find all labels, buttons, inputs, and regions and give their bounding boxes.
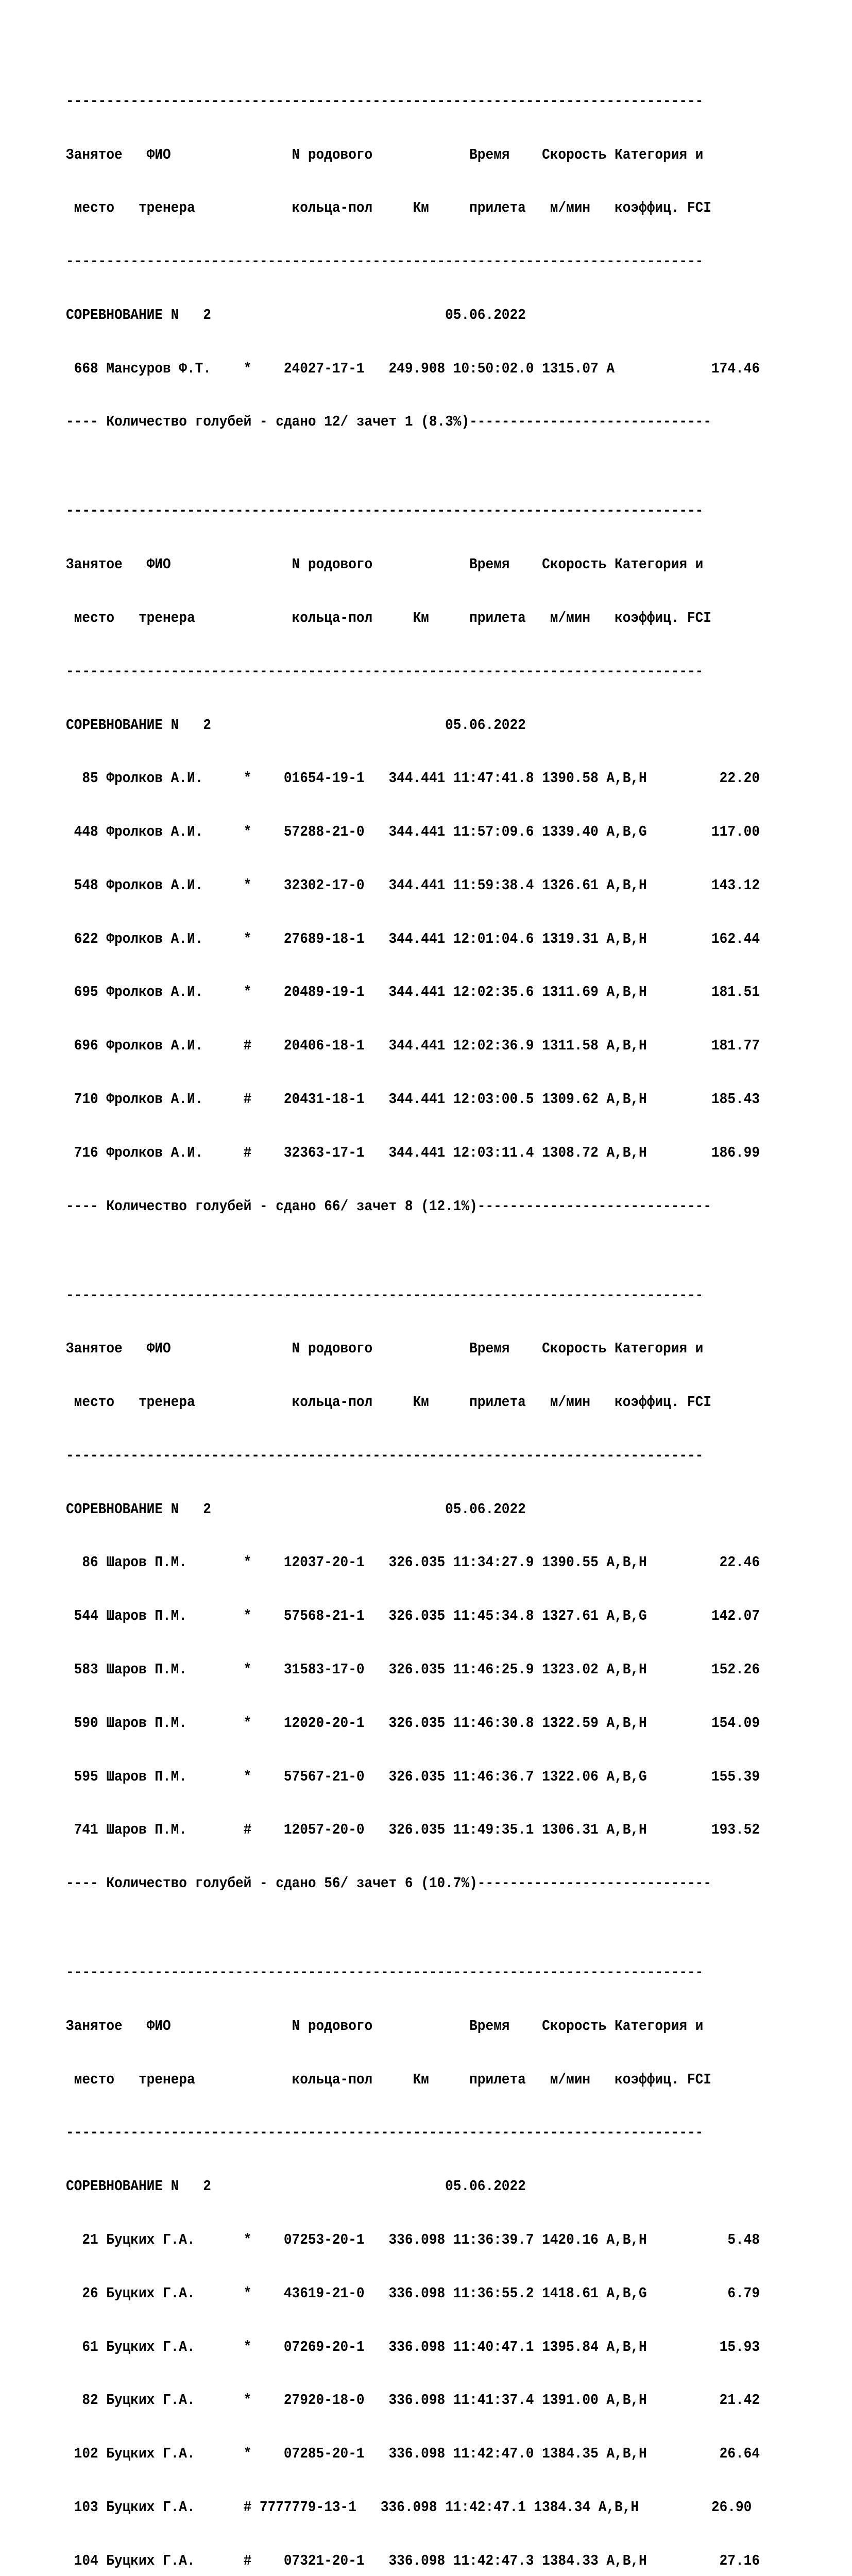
competition-title: СОРЕВНОВАНИЕ N 2 05.06.2022 bbox=[66, 1500, 526, 1518]
result-row: 26 Буцких Г.А. * 43619-21-0 336.098 11:36:55.2 1418.61 A,B,G 6.79 bbox=[66, 2284, 760, 2302]
separator-line: ------------------------------------------------------------------------------- bbox=[66, 2124, 704, 2142]
result-row: 548 Фролков А.И. * 32302-17-0 344.441 11:59:38.4 1326.61 A,B,H 143.12 bbox=[66, 876, 760, 894]
result-row: 86 Шаров П.М. * 12037-20-1 326.035 11:34:27.9 1390.55 A,B,H 22.46 bbox=[66, 1554, 760, 1571]
separator-line: ------------------------------------------------------------------------------- bbox=[66, 92, 704, 110]
result-row: 590 Шаров П.М. * 12020-20-1 326.035 11:46:30.8 1322.59 A,B,H 154.09 bbox=[66, 1714, 760, 1732]
result-row: 716 Фролков А.И. # 32363-17-1 344.441 12:03:11.4 1308.72 A,B,H 186.99 bbox=[66, 1144, 760, 1161]
results-report bbox=[66, 39, 759, 2576]
column-header-line-1: Занятое ФИО N родового Время Скорость Категория и bbox=[66, 2017, 704, 2035]
result-row: 544 Шаров П.М. * 57568-21-1 326.035 11:45:34.8 1327.61 A,B,G 142.07 bbox=[66, 1607, 760, 1625]
separator-line: ------------------------------------------------------------------------------- bbox=[66, 502, 704, 520]
separator-line: ------------------------------------------------------------------------------- bbox=[66, 1286, 704, 1304]
result-row: 668 Мансуров Ф.Т. * 24027-17-1 249.908 10:50:02.0 1315.07 A 174.46 bbox=[66, 360, 760, 377]
column-header-line-1: Занятое ФИО N родового Время Скорость Категория и bbox=[66, 146, 704, 163]
result-row: 696 Фролков А.И. # 20406-18-1 344.441 12:02:36.9 1311.58 A,B,H 181.77 bbox=[66, 1037, 760, 1055]
result-row: 710 Фролков А.И. # 20431-18-1 344.441 12:03:00.5 1309.62 A,B,H 185.43 bbox=[66, 1091, 760, 1108]
separator-line: ------------------------------------------------------------------------------- bbox=[66, 1447, 704, 1464]
column-header-line-2: место тренера кольца-пол Км прилета м/мин коэффиц. FCI bbox=[66, 609, 712, 626]
column-header-line-1: Занятое ФИО N родового Время Скорость Категория и bbox=[66, 1340, 704, 1358]
separator-line: ------------------------------------------------------------------------------- bbox=[66, 663, 704, 680]
column-header-line-1: Занятое ФИО N родового Время Скорость Категория и bbox=[66, 556, 704, 573]
separator-line: ------------------------------------------------------------------------------- bbox=[66, 1964, 704, 1981]
result-row: 104 Буцких Г.А. # 07321-20-1 336.098 11:42:47.3 1384.33 A,B,H 27.16 bbox=[66, 2552, 760, 2569]
separator-line: ------------------------------------------------------------------------------- bbox=[66, 253, 704, 270]
result-row: 741 Шаров П.М. # 12057-20-0 326.035 11:49:35.1 1306.31 A,B,H 193.52 bbox=[66, 1821, 760, 1839]
result-row: 695 Фролков А.И. * 20489-19-1 344.441 12:02:35.6 1311.69 A,B,H 181.51 bbox=[66, 984, 760, 1001]
column-header-line-2: место тренера кольца-пол Км прилета м/мин коэффиц. FCI bbox=[66, 1394, 712, 1411]
section-summary: ---- Количество голубей - сдано 56/ зачет 6 (10.7%)----------------------------- bbox=[66, 1875, 712, 1892]
section-summary: ---- Количество голубей - сдано 66/ зачет 8 (12.1%)----------------------------- bbox=[66, 1197, 712, 1215]
column-header-line-2: место тренера кольца-пол Км прилета м/мин коэффиц. FCI bbox=[66, 199, 712, 217]
result-row: 583 Шаров П.М. * 31583-17-0 326.035 11:46:25.9 1323.02 A,B,H 152.26 bbox=[66, 1661, 760, 1679]
column-header-line-2: место тренера кольца-пол Км прилета м/мин коэффиц. FCI bbox=[66, 2071, 712, 2088]
result-row: 85 Фролков А.И. * 01654-19-1 344.441 11:47:41.8 1390.58 A,B,H 22.20 bbox=[66, 770, 760, 787]
result-row: 102 Буцких Г.А. * 07285-20-1 336.098 11:42:47.0 1384.35 A,B,H 26.64 bbox=[66, 2445, 760, 2463]
section-summary: ---- Количество голубей - сдано 12/ зачет 1 (8.3%)------------------------------ bbox=[66, 413, 712, 431]
competition-title: СОРЕВНОВАНИЕ N 2 05.06.2022 bbox=[66, 306, 526, 324]
competition-title: СОРЕВНОВАНИЕ N 2 05.06.2022 bbox=[66, 716, 526, 734]
result-row: 622 Фролков А.И. * 27689-18-1 344.441 12:01:04.6 1319.31 A,B,H 162.44 bbox=[66, 930, 760, 947]
result-row: 448 Фролков А.И. * 57288-21-0 344.441 11:57:09.6 1339.40 A,B,G 117.00 bbox=[66, 823, 760, 841]
result-row: 61 Буцких Г.А. * 07269-20-1 336.098 11:40:47.1 1395.84 A,B,H 15.93 bbox=[66, 2338, 760, 2355]
result-row: 103 Буцких Г.А. # 7777779-13-1 336.098 11:42:47.1 1384.34 A,B,H 26.90 bbox=[66, 2498, 752, 2516]
competition-title: СОРЕВНОВАНИЕ N 2 05.06.2022 bbox=[66, 2178, 526, 2195]
result-row: 82 Буцких Г.А. * 27920-18-0 336.098 11:41:37.4 1391.00 A,B,H 21.42 bbox=[66, 2392, 760, 2409]
result-row: 21 Буцких Г.А. * 07253-20-1 336.098 11:36:39.7 1420.16 A,B,H 5.48 bbox=[66, 2231, 760, 2249]
result-row: 595 Шаров П.М. * 57567-21-0 326.035 11:46:36.7 1322.06 A,B,G 155.39 bbox=[66, 1768, 760, 1785]
